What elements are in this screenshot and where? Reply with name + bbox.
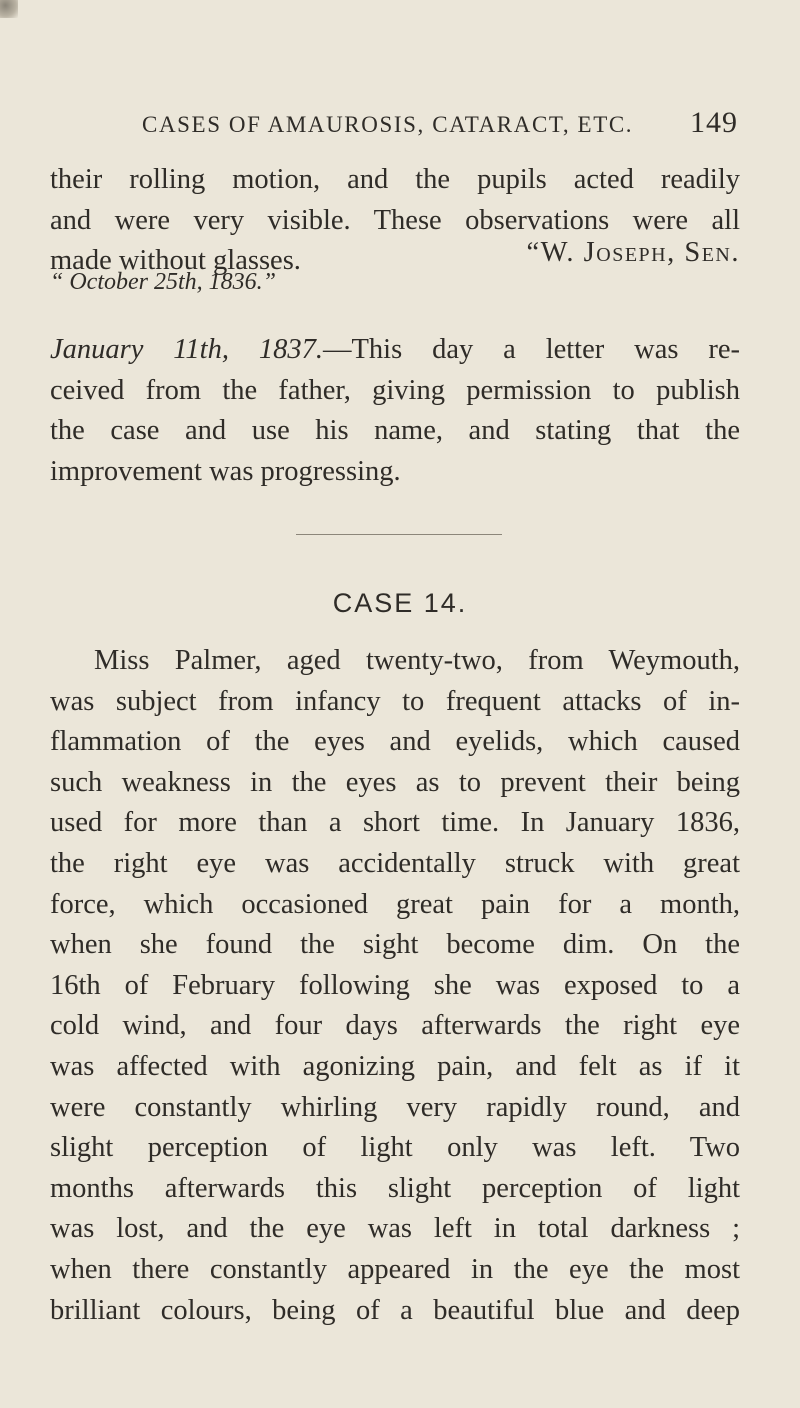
text-line: cold wind, and four days afterwards the right eye: [50, 1010, 740, 1042]
text-line: when she found the sight become dim. On the: [50, 929, 740, 961]
text-line: their rolling motion, and the pupils acted readily: [50, 164, 740, 195]
text-line: Miss Palmer, aged twenty-two, from Weymouth,: [94, 645, 740, 676]
letter-signature: [526, 237, 740, 269]
text-line: used for more than a short time. In January 1836,: [50, 807, 740, 839]
text-line: slight perception of light only was left. Two: [50, 1132, 740, 1164]
text-line: and were very visible. These observations were all: [50, 204, 740, 236]
text-line: months afterwards this slight perception of light: [50, 1172, 740, 1204]
text-line: such weakness in the eyes as to prevent their being: [50, 766, 740, 798]
running-head-title: CASES OF AMAUROSIS, CATARACT, ETC.: [142, 112, 634, 137]
entry-date: January 11th, 1837.: [50, 334, 324, 365]
text-line: the right eye was accidentally struck with great: [50, 847, 740, 879]
text-line: were constantly whirling very rapidly round, and: [50, 1091, 740, 1123]
section-divider-rule: [296, 534, 502, 535]
text-line: flammation of the eyes and eyelids, which caused: [50, 726, 740, 758]
text-line: 16th of February following she was exposed to a: [50, 969, 740, 1001]
page-number: 149: [690, 106, 738, 139]
signature-open-quote: “: [526, 237, 541, 268]
text-line: was affected with agonizing pain, and felt as if it: [50, 1050, 740, 1082]
text-line: was subject from infancy to frequent attacks of in-: [50, 685, 740, 717]
letter-dateline: “ October 25th, 1836.”: [50, 269, 277, 295]
signature-name: W. Joseph, Sen.: [540, 237, 740, 268]
entry-first-line-rest: —This day a letter was re-: [323, 334, 741, 365]
case-body: [50, 641, 740, 1331]
dated-entry: [50, 330, 740, 492]
running-head: [142, 106, 738, 146]
text-line: force, which occasioned great pain for a month,: [50, 888, 740, 920]
text-line: brilliant colours, being of a beautiful blue and deep: [50, 1294, 740, 1326]
text-line: made without glasses.: [50, 245, 301, 277]
page-corner-mark: [0, 0, 18, 18]
text-line: improvement was progressing.: [50, 455, 401, 487]
text-line: was lost, and the eye was left in total darkness ;: [50, 1213, 740, 1245]
text-line: the case and use his name, and stating that the: [50, 415, 740, 447]
text-line: when there constantly appeared in the eye the most: [50, 1253, 740, 1285]
case-heading: CASE 14.: [332, 588, 468, 618]
text-line: [50, 330, 740, 371]
text-line: ceived from the father, giving permission to publish: [50, 374, 740, 406]
